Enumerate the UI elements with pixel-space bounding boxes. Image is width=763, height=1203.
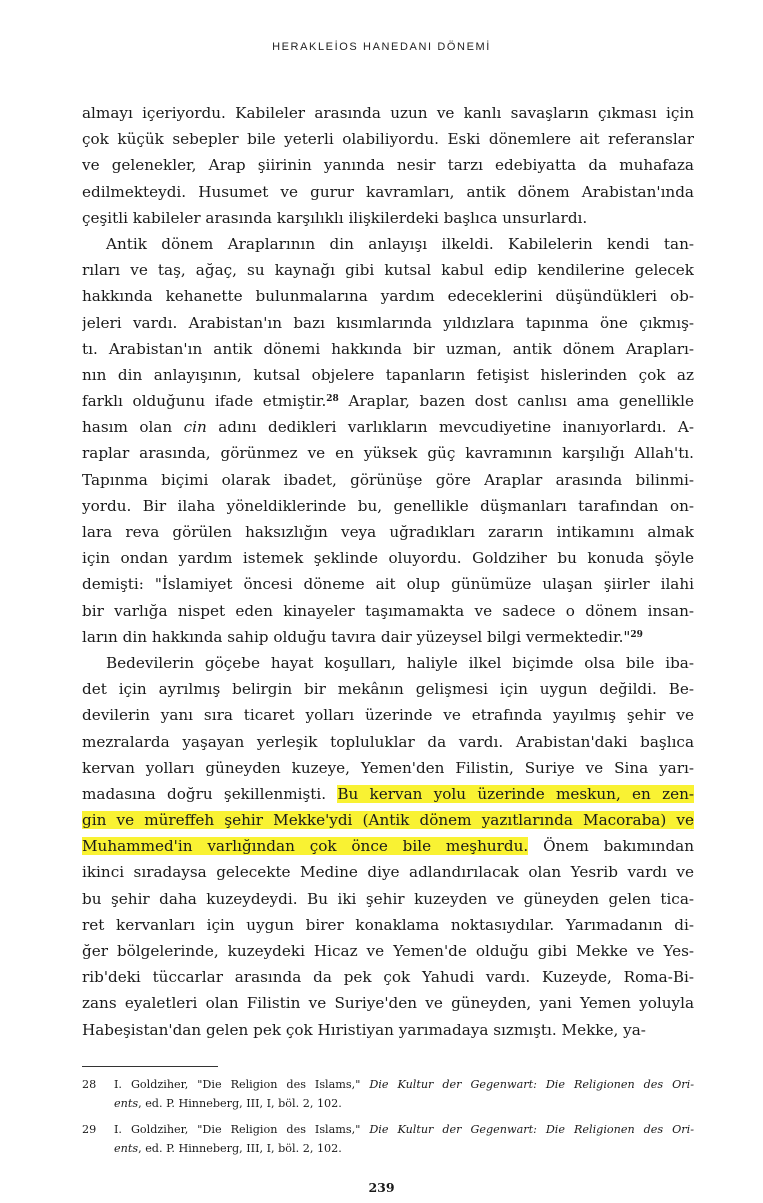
page-number: 239 [368, 1180, 395, 1195]
text-line: ikinci sıradaysa gelecekte Medine diye adlandırılacak olan Yesrib vardı ve [82, 863, 694, 882]
text-line: devilerin yanı sıra ticaret yolları üzerinde ve etrafında yayılmış şehir ve [82, 706, 694, 725]
italic-text: Die Kultur der Gegenwart: Die Religionen des Ori- [369, 1123, 694, 1136]
text-line: bir varlığa nispet eden kinayeler taşımamakta ve sadece o dönem insan- [82, 601, 694, 620]
footnote-line: I. Goldziher, "Die Religion des Islams," Die Kultur der Gegenwart: Die Religionen des Ori- [114, 1078, 694, 1091]
highlighted-text: Bu kervan yolu üzerinde meskun, en zen- [337, 784, 694, 803]
footnote-line: I. Goldziher, "Die Religion des Islams," Die Kultur der Gegenwart: Die Religionen des Ori- [114, 1123, 694, 1136]
italic-text: ents [114, 1097, 139, 1110]
footnote-ref: 29 [630, 629, 643, 640]
footnote-line: ents, ed. P. Hinneberg, III, I, böl. 2, 102. [114, 1097, 342, 1110]
footnotes [82, 1075, 694, 1165]
paragraph [82, 100, 694, 231]
text-line: ların din hakkında sahip olduğu tavıra dair yüzeysel bilgi vermektedir."$^{29}$ [82, 627, 643, 646]
text-line: çok küçük sebepler bile yeterli olabiliyordu. Eski dönemlere ait referanslar [82, 130, 694, 149]
text-line: farklı olduğunu ifade etmiştir.$^{28}$ Araplar, bazen dost canlısı ama genellikle [82, 392, 694, 411]
text-line: kervan yolları güneyden kuzeye, Yemen'den Filistin, Suriye ve Sina yarı- [82, 758, 694, 777]
running-head: HERAKLEİOS HANEDANI DÖNEMİ [272, 41, 491, 53]
text-line: hasım olan cin adını dedikleri varlıkların mevcudiyetine inanıyorlardı. A- [82, 418, 694, 437]
footnote-number: 28 [82, 1078, 97, 1091]
text-line: demişti: "İslamiyet öncesi döneme ait olup günümüze ulaşan şiirler ilahi [82, 575, 694, 594]
highlighted-text: Muhammed'in varlığından çok önce bile meşhurdu. [82, 837, 529, 856]
text-line: tı. Arabistan'ın antik dönemi hakkında bir uzman, antik dönem Arapları- [82, 339, 694, 358]
text-line [82, 807, 694, 833]
text-line: Habeşistan'dan gelen pek çok Hıristiyan yarımadaya sızmıştı. Mekke, ya- [82, 1020, 646, 1039]
text-line: det için ayrılmış belirgin bir mekânın gelişmesi için uygun değildi. Be- [82, 680, 694, 699]
text-line: jeleri vardı. Arabistan'ın bazı kısımlarında yıldızlara tapınma öne çıkmış- [82, 313, 694, 332]
text-line: bu şehir daha kuzeydeydi. Bu iki şehir kuzeyden ve güneyden gelen tica- [82, 889, 694, 908]
italic-text: Die Kultur der Gegenwart: Die Religionen des Ori- [369, 1078, 694, 1091]
text-line: nın din anlayışının, kutsal objelere tapanların fetişist hislerinden çok az [82, 365, 694, 384]
text-line: Muhammed'in varlığından çok önce bile meşhurdu. Önem bakımından [82, 837, 694, 856]
paragraph [82, 231, 694, 650]
text-line: Antik dönem Araplarının din anlayışı ilkeldi. Kabilelerin kendi tan- [106, 234, 694, 253]
paragraph [82, 650, 694, 1043]
text-line: lara reva görülen haksızlığın veya uğradıkları zararın intikamını almak [82, 523, 694, 541]
highlighted-text: gin ve müreffeh şehir Mekke'ydi (Antik dönem yazıtlarında Macoraba) ve [82, 811, 694, 830]
footnote-line: ents, ed. P. Hinneberg, III, I, böl. 2, 102. [114, 1142, 342, 1155]
text-line: Tapınma biçimi olarak ibadet, görünüşe göre Araplar arasında bilinmi- [82, 470, 694, 489]
text-line: Bedevilerin göçebe hayat koşulları, haliyle ilkel biçimde olsa bile iba- [106, 653, 694, 672]
text-line: rib'deki tüccarlar arasında da pek çok Yahudi vardı. Kuzeyde, Roma-Bi- [82, 968, 694, 987]
footnote-separator [82, 1066, 218, 1067]
body-text [82, 100, 694, 1043]
text-line: rıları ve taş, ağaç, su kaynağı gibi kutsal kabul edip kendilerine gelecek [82, 261, 694, 280]
text-line: ve gelenekler, Arap şiirinin yanında nesir tarzı edebiyatta da muhafaza [82, 156, 694, 175]
text-line: madasına doğru şekillenmişti. Bu kervan yolu üzerinde meskun, en zen- [82, 784, 694, 803]
footnote-ref: 28 [326, 394, 339, 405]
text-line: ret kervanları için uygun birer konaklama noktasıydılar. Yarımadanın di- [82, 915, 694, 934]
footnote-number: 29 [82, 1123, 97, 1136]
text-line: zans eyaletleri olan Filistin ve Suriye'den ve güneyden, yani Yemen yoluyla [82, 994, 694, 1013]
text-line: raplar arasında, görünmez ve en yüksek güç kavramının karşılığı Allah'tı. [82, 444, 694, 463]
text-line: yordu. Bir ilaha yöneldiklerinde bu, genellikle düşmanları tarafından on- [82, 496, 694, 515]
footnote [82, 1120, 694, 1158]
text-line: ğer bölgelerinde, kuzeydeki Hicaz ve Yemen'de olduğu gibi Mekke ve Yes- [82, 942, 694, 960]
text-line: çeşitli kabileler arasında karşılıklı ilişkilerdeki başlıca unsurlardı. [82, 208, 588, 227]
italic-text: ents [114, 1142, 139, 1155]
text-line: için ondan yardım istemek şeklinde oluyordu. Goldziher bu konuda şöyle [82, 549, 694, 568]
text-line: edilmekteydi. Husumet ve gurur kavramları, antik dönem Arabistan'ında [82, 182, 694, 201]
text-line: hakkında kehanette bulunmalarına yardım edeceklerini düşündükleri ob- [82, 287, 694, 306]
text-line: mezralarda yaşayan yerleşik topluluklar da vardı. Arabistan'daki başlıca [82, 732, 694, 751]
text-line: almayı içeriyordu. Kabileler arasında uzun ve kanlı savaşların çıkması için [82, 104, 694, 122]
italic-text: cin [183, 418, 207, 437]
footnote [82, 1075, 694, 1113]
